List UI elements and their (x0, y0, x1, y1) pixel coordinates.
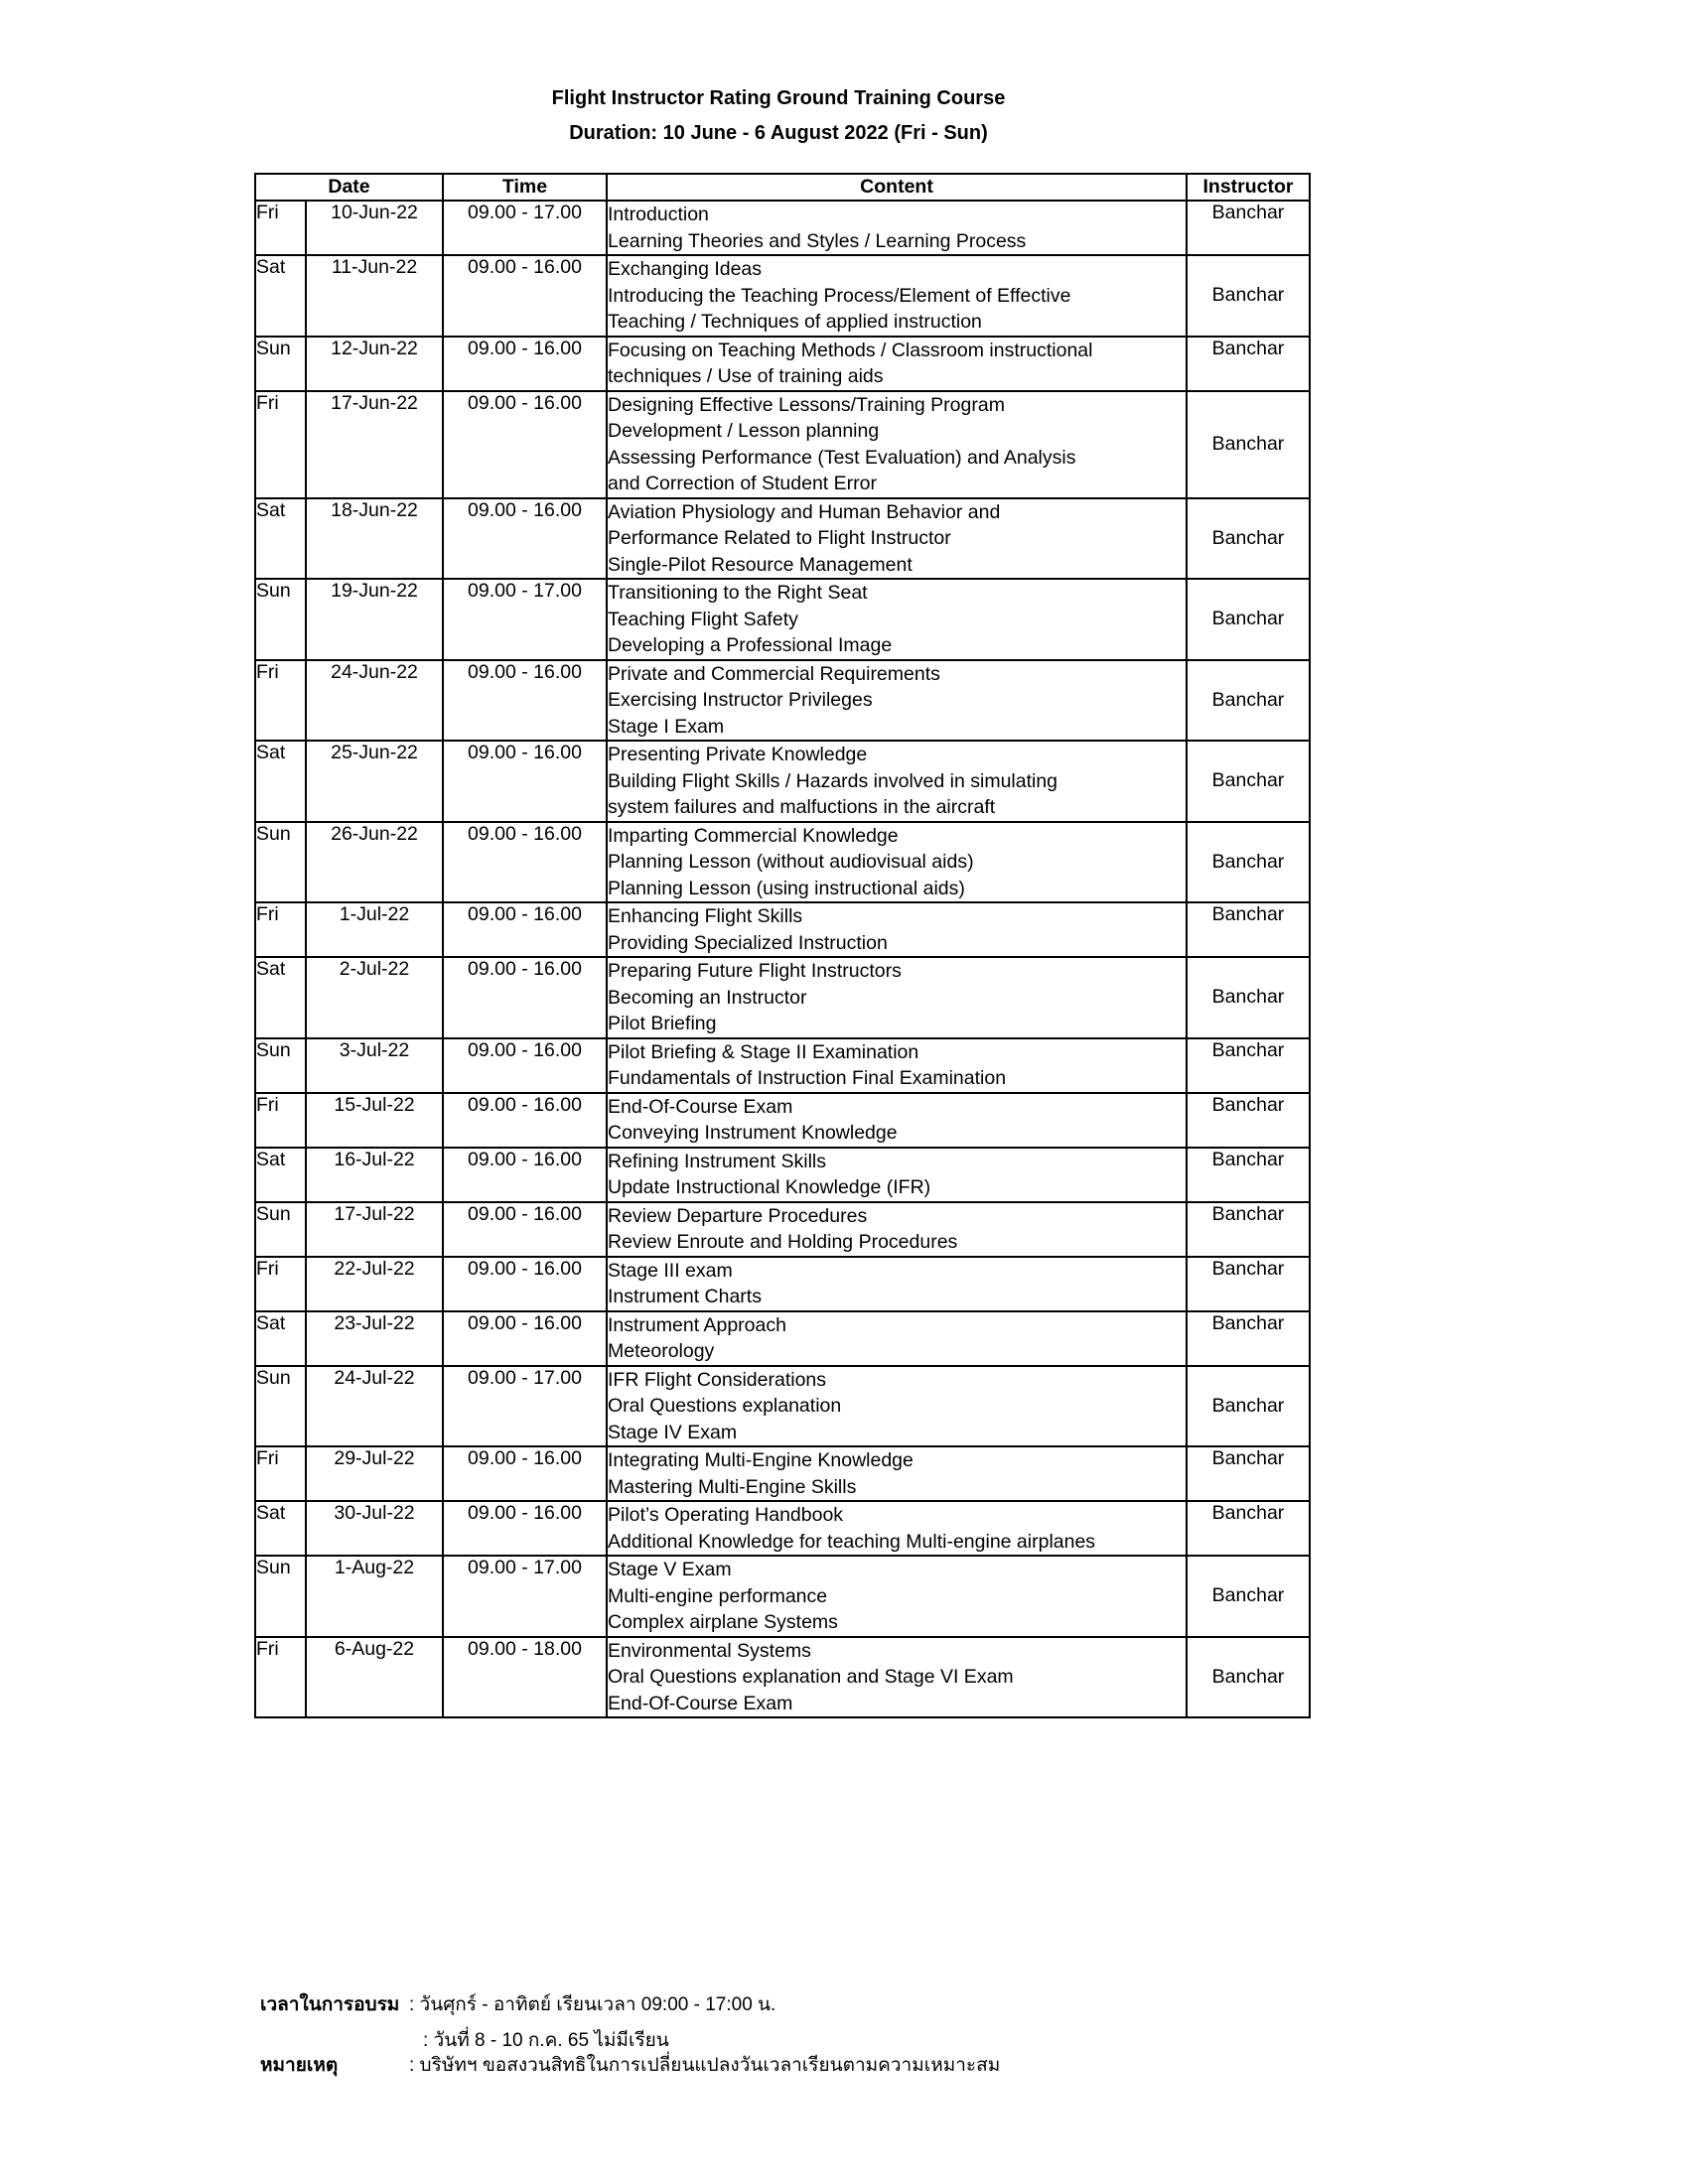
date-cell: 15-Jul-22 (306, 1093, 443, 1148)
content-line: Aviation Physiology and Human Behavior and (608, 500, 1001, 523)
time-cell: 09.00 - 16.00 (443, 741, 607, 822)
content-cell (607, 1556, 1187, 1637)
table-row (255, 1202, 1310, 1257)
content-line: Building Flight Skills / Hazards involved in simulating (608, 769, 1058, 792)
content-line: Stage III exam (608, 1259, 733, 1282)
instructor-cell: Banchar (1187, 1366, 1310, 1447)
content-line: Learning Theories and Styles / Learning Process (608, 229, 1027, 252)
note-label: หมายเหตุ (260, 2055, 339, 2076)
content-line: Oral Questions explanation and Stage VI Exam (608, 1666, 1014, 1688)
content-line: Assessing Performance (Test Evaluation) and Analysis (608, 446, 1076, 469)
content-line: Fundamentals of Instruction Final Examination (608, 1067, 1007, 1089)
content-line: Exchanging Ideas (608, 258, 763, 280)
instructor-cell: Banchar (1187, 1311, 1310, 1366)
time-cell: 09.00 - 16.00 (443, 337, 607, 391)
day-cell: Sat (255, 1501, 306, 1556)
header-time: Time (443, 174, 607, 201)
day-cell: Fri (255, 1257, 306, 1311)
content-line: system failures and malfuctions in the aircraft (608, 796, 996, 818)
content-line: techniques / Use of training aids (608, 365, 884, 387)
day-cell: Sun (255, 1366, 306, 1447)
content-cell (607, 255, 1187, 337)
date-cell: 17-Jun-22 (306, 391, 443, 498)
header-content: Content (607, 174, 1187, 201)
instructor-cell: Banchar (1187, 1446, 1310, 1501)
content-line: Review Departure Procedures (608, 1204, 868, 1227)
time-cell: 09.00 - 16.00 (443, 1038, 607, 1093)
training-time-label: เวลาในการอบรม (260, 1994, 400, 2015)
date-cell: 16-Jul-22 (306, 1148, 443, 1202)
content-cell (607, 579, 1187, 660)
schedule-table (254, 173, 1311, 1718)
table-row (255, 660, 1310, 742)
table-row (255, 1038, 1310, 1093)
day-cell: Sat (255, 741, 306, 822)
instructor-cell: Banchar (1187, 337, 1310, 391)
content-line: End-Of-Course Exam (608, 1095, 793, 1118)
day-cell: Fri (255, 1446, 306, 1501)
content-line: Designing Effective Lessons/Training Program (608, 393, 1005, 416)
day-cell: Sat (255, 498, 306, 580)
table-row (255, 337, 1310, 391)
content-cell (607, 337, 1187, 391)
date-cell: 17-Jul-22 (306, 1202, 443, 1257)
instructor-cell: Banchar (1187, 660, 1310, 742)
instructor-cell: Banchar (1187, 1202, 1310, 1257)
day-cell: Sun (255, 822, 306, 903)
day-cell: Sun (255, 579, 306, 660)
content-line: Oral Questions explanation (608, 1395, 842, 1417)
table-header-row (255, 174, 1310, 201)
day-cell: Sun (255, 1038, 306, 1093)
instructor-cell: Banchar (1187, 1257, 1310, 1311)
table-row (255, 1446, 1310, 1501)
date-cell: 11-Jun-22 (306, 255, 443, 337)
content-cell (607, 201, 1187, 255)
content-cell (607, 391, 1187, 498)
table-row (255, 741, 1310, 822)
content-cell (607, 1637, 1187, 1718)
table-row (255, 1093, 1310, 1148)
content-line: Pilot’s Operating Handbook (608, 1504, 844, 1526)
note-value: : บริษัทฯ ขอสงวนสิทธิในการเปลี่ยนแปลงวันเวลาเรียนตามความเหมาะสม (409, 2055, 1001, 2076)
time-cell: 09.00 - 17.00 (443, 579, 607, 660)
date-cell: 10-Jun-22 (306, 201, 443, 255)
content-line: Exercising Instructor Privileges (608, 689, 873, 711)
content-line: Teaching Flight Safety (608, 608, 798, 630)
table-row (255, 1148, 1310, 1202)
table-row (255, 1257, 1310, 1311)
content-line: Focusing on Teaching Methods / Classroom instructional (608, 339, 1093, 361)
day-cell: Fri (255, 1637, 306, 1718)
date-cell: 23-Jul-22 (306, 1311, 443, 1366)
content-line: Planning Lesson (using instructional aids) (608, 877, 965, 899)
day-cell: Fri (255, 660, 306, 742)
day-cell: Sat (255, 255, 306, 337)
date-cell: 24-Jul-22 (306, 1366, 443, 1447)
content-cell (607, 660, 1187, 742)
content-line: Development / Lesson planning (608, 420, 880, 442)
time-cell: 09.00 - 16.00 (443, 1148, 607, 1202)
day-cell: Sat (255, 957, 306, 1038)
instructor-cell: Banchar (1187, 822, 1310, 903)
date-cell: 1-Aug-22 (306, 1556, 443, 1637)
content-line: Conveying Instrument Knowledge (608, 1122, 898, 1144)
instructor-cell: Banchar (1187, 255, 1310, 337)
content-line: Becoming an Instructor (608, 986, 807, 1009)
content-line: Transitioning to the Right Seat (608, 582, 868, 604)
time-cell: 09.00 - 16.00 (443, 255, 607, 337)
content-cell (607, 1366, 1187, 1447)
time-cell: 09.00 - 16.00 (443, 1311, 607, 1366)
date-cell: 12-Jun-22 (306, 337, 443, 391)
content-line: Teaching / Techniques of applied instruction (608, 311, 982, 333)
content-line: Additional Knowledge for teaching Multi-engine airplanes (608, 1530, 1096, 1553)
time-cell: 09.00 - 16.00 (443, 957, 607, 1038)
instructor-cell: Banchar (1187, 741, 1310, 822)
content-line: Meteorology (608, 1340, 715, 1362)
content-line: Complex airplane Systems (608, 1611, 838, 1633)
time-cell: 09.00 - 16.00 (443, 660, 607, 742)
day-cell: Fri (255, 902, 306, 957)
time-cell: 09.00 - 16.00 (443, 1093, 607, 1148)
content-line: Update Instructional Knowledge (IFR) (608, 1176, 931, 1198)
table-row (255, 391, 1310, 498)
content-cell (607, 1311, 1187, 1366)
document-subtitle: Duration: 10 June - 6 August 2022 (Fri - Sun) (569, 122, 988, 144)
content-line: Mastering Multi-Engine Skills (608, 1475, 857, 1498)
time-cell: 09.00 - 17.00 (443, 1366, 607, 1447)
content-cell (607, 1093, 1187, 1148)
content-line: and Correction of Student Error (608, 473, 877, 494)
date-cell: 30-Jul-22 (306, 1501, 443, 1556)
table-row (255, 957, 1310, 1038)
table-row (255, 579, 1310, 660)
content-line: End-Of-Course Exam (608, 1692, 793, 1714)
content-line: Single-Pilot Resource Management (608, 553, 913, 576)
instructor-cell: Banchar (1187, 1038, 1310, 1093)
instructor-cell: Banchar (1187, 902, 1310, 957)
day-cell: Sat (255, 1148, 306, 1202)
header-date: Date (255, 174, 443, 201)
content-line: Preparing Future Flight Instructors (608, 960, 902, 982)
content-cell (607, 1038, 1187, 1093)
table-row (255, 255, 1310, 337)
training-time-value: : วันศุกร์ - อาทิตย์ เรียนเวลา 09:00 - 17:00 น. (409, 1994, 776, 2015)
table-row (255, 1366, 1310, 1447)
time-cell: 09.00 - 16.00 (443, 498, 607, 580)
content-line: Stage I Exam (608, 715, 725, 738)
content-line: Enhancing Flight Skills (608, 905, 803, 927)
content-line: Environmental Systems (608, 1639, 811, 1662)
content-cell (607, 1501, 1187, 1556)
content-line: Private and Commercial Requirements (608, 662, 940, 685)
time-cell: 09.00 - 17.00 (443, 201, 607, 255)
date-cell: 29-Jul-22 (306, 1446, 443, 1501)
content-line: Stage IV Exam (608, 1421, 738, 1443)
table-row (255, 498, 1310, 580)
table-row (255, 201, 1310, 255)
day-cell: Sat (255, 1311, 306, 1366)
date-cell: 18-Jun-22 (306, 498, 443, 580)
header-instructor: Instructor (1187, 174, 1310, 201)
content-cell (607, 1446, 1187, 1501)
instructor-cell: Banchar (1187, 391, 1310, 498)
table-row (255, 902, 1310, 957)
content-cell (607, 498, 1187, 580)
instructor-cell: Banchar (1187, 201, 1310, 255)
date-cell: 26-Jun-22 (306, 822, 443, 903)
content-cell (607, 1257, 1187, 1311)
time-cell: 09.00 - 16.00 (443, 1202, 607, 1257)
time-cell: 09.00 - 17.00 (443, 1556, 607, 1637)
date-cell: 3-Jul-22 (306, 1038, 443, 1093)
time-cell: 09.00 - 18.00 (443, 1637, 607, 1718)
time-cell: 09.00 - 16.00 (443, 391, 607, 498)
time-cell: 09.00 - 16.00 (443, 1446, 607, 1501)
date-cell: 1-Jul-22 (306, 902, 443, 957)
time-cell: 09.00 - 16.00 (443, 822, 607, 903)
content-cell (607, 902, 1187, 957)
instructor-cell: Banchar (1187, 498, 1310, 580)
table-row (255, 1556, 1310, 1637)
time-cell: 09.00 - 16.00 (443, 1257, 607, 1311)
date-cell: 2-Jul-22 (306, 957, 443, 1038)
no-class-note: : วันที่ 8 - 10 ก.ค. 65 ไม่มีเรียน (423, 2030, 669, 2051)
content-cell (607, 1148, 1187, 1202)
content-cell (607, 957, 1187, 1038)
date-cell: 24-Jun-22 (306, 660, 443, 742)
content-cell (607, 822, 1187, 903)
date-cell: 6-Aug-22 (306, 1637, 443, 1718)
table-row (255, 822, 1310, 903)
table-row (255, 1637, 1310, 1718)
instructor-cell: Banchar (1187, 1637, 1310, 1718)
content-line: Multi-engine performance (608, 1584, 828, 1607)
content-line: Review Enroute and Holding Procedures (608, 1231, 958, 1253)
content-line: IFR Flight Considerations (608, 1368, 827, 1391)
day-cell: Sun (255, 1556, 306, 1637)
time-cell: 09.00 - 16.00 (443, 902, 607, 957)
content-line: Performance Related to Flight Instructor (608, 527, 951, 549)
date-cell: 19-Jun-22 (306, 579, 443, 660)
content-line: Planning Lesson (without audiovisual aids) (608, 851, 974, 873)
instructor-cell: Banchar (1187, 579, 1310, 660)
content-line: Developing a Professional Image (608, 634, 893, 656)
instructor-cell: Banchar (1187, 1556, 1310, 1637)
content-line: Pilot Briefing & Stage II Examination (608, 1040, 919, 1063)
content-line: Introduction (608, 204, 709, 225)
content-line: Providing Specialized Instruction (608, 931, 888, 954)
instructor-cell: Banchar (1187, 1501, 1310, 1556)
day-cell: Sun (255, 337, 306, 391)
content-line: Instrument Approach (608, 1313, 786, 1336)
time-cell: 09.00 - 16.00 (443, 1501, 607, 1556)
content-cell (607, 741, 1187, 822)
table-row (255, 1311, 1310, 1366)
table-row (255, 1501, 1310, 1556)
instructor-cell: Banchar (1187, 957, 1310, 1038)
instructor-cell: Banchar (1187, 1148, 1310, 1202)
content-line: Imparting Commercial Knowledge (608, 824, 899, 847)
day-cell: Fri (255, 391, 306, 498)
content-line: Pilot Briefing (608, 1013, 717, 1034)
document-title: Flight Instructor Rating Ground Training Course (551, 87, 1006, 109)
content-line: Integrating Multi-Engine Knowledge (608, 1449, 914, 1471)
content-line: Presenting Private Knowledge (608, 744, 868, 765)
date-cell: 25-Jun-22 (306, 741, 443, 822)
day-cell: Sun (255, 1202, 306, 1257)
content-line: Stage V Exam (608, 1559, 732, 1580)
content-line: Introducing the Teaching Process/Element of Effective (608, 284, 1071, 307)
content-cell (607, 1202, 1187, 1257)
content-line: Instrument Charts (608, 1286, 762, 1307)
date-cell: 22-Jul-22 (306, 1257, 443, 1311)
day-cell: Fri (255, 1093, 306, 1148)
day-cell: Fri (255, 201, 306, 255)
content-line: Refining Instrument Skills (608, 1150, 827, 1172)
instructor-cell: Banchar (1187, 1093, 1310, 1148)
